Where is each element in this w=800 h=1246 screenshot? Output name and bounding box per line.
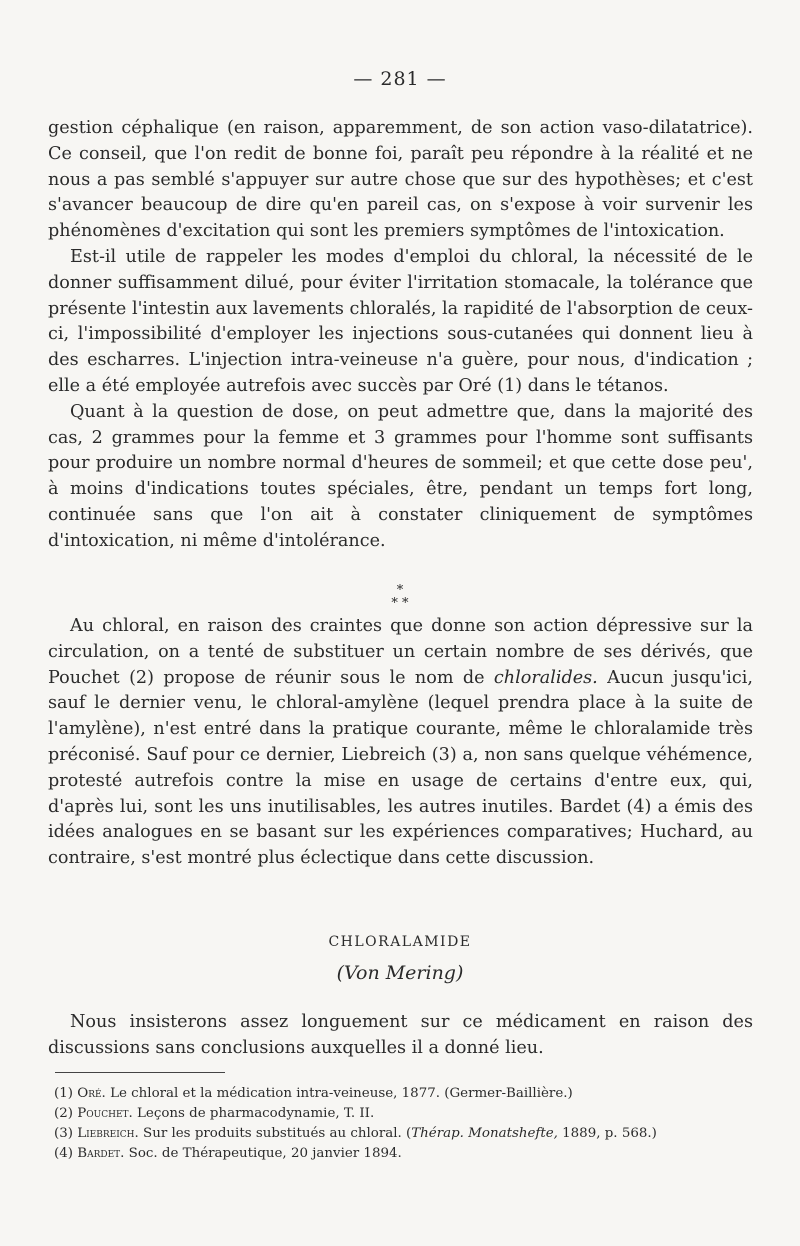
text-run: Aucun jusqu'ici, sauf le dernier venu, le chloral-amylène (lequel prendra place à la suite de l'amylène), n'est entré dans la pratique courante, même le chloralamide très préconisé. Sauf pour ce dernier, Liebreich (3) a, non sans quelque véhémence, protesté autrefois contre la mise en usage de certains d'entre eux, qui, d'après lui, sont les uns inutilisables, les autres inutiles. Bardet (4) a émis des idées analogues en se basant sur les expériences comparatives; Huchard, au contraire, s'est montré plus éclectique dans cette discussion.	[48, 667, 753, 869]
footnote-author: Liebreich.	[77, 1126, 139, 1141]
section-separator-top: *	[396, 583, 404, 598]
footnote	[54, 1084, 754, 1104]
footnotes	[54, 1084, 754, 1164]
section-separator-bottom: * *	[391, 596, 409, 611]
footnote-text: 1889, p. 568.)	[557, 1126, 657, 1141]
footnote-author: Pouchet.	[77, 1106, 133, 1121]
paragraph: gestion céphalique (en raison, apparemment, de son action vaso-dilatatrice). Ce conseil, que l'on redit de bonne foi, paraît peu répondre à la réalité et ne nous a pas semblé s'appuyer sur autre chose que sur des hypothèses; et c'est s'avancer beaucoup de dire qu'en pareil cas, on s'expose à voir survenir les phénomènes d'excitation qui sont les premiers symptômes de l'intoxication.	[48, 118, 753, 242]
text-run: Au chloral, en raison des craintes que donne son action dépressive sur la circulation, on a tenté de substituer un certain nombre de ses dérivés, que Pouchet (2) propose de réunir sous le nom de	[48, 616, 753, 688]
paragraph: Est-il utile de rappeler les modes d'emploi du chloral, la nécessité de le donner suffisamment dilué, pour éviter l'irritation stomacale, la tolérance que présente l'intestin aux lavements chloralés, la rapidité de l'absorption de ceux-ci, l'impossibilité d'employer les injections sous-cutanées qui donnent lieu à des escharres. L'injection intra-veineuse n'a guère, pour nous, d'indication ; elle a été employée autrefois avec succès par Oré (1) dans le tétanos.	[48, 246, 753, 396]
footnote-author: Bardet.	[77, 1146, 125, 1161]
footnote	[54, 1124, 754, 1144]
footnote-number: (3)	[54, 1126, 78, 1141]
chloralides-section	[48, 614, 753, 872]
main-text	[48, 116, 753, 555]
footnote-number: (2)	[54, 1106, 78, 1121]
section-heading: CHLORALAMIDE	[328, 934, 472, 950]
footnote-journal: Thérap. Monatshefte,	[411, 1126, 558, 1141]
footnote-text: Leçons de pharmacodynamie, T. II.	[132, 1106, 375, 1121]
paragraph: Quant à la question de dose, on peut admettre que, dans la majorité des cas, 2 grammes pour la femme et 3 grammes pour l'homme sont suffisants pour produire un nombre normal d'heures de sommeil; et que cette dose peu', à moins d'indications toutes spéciales, être, pendant un temps fort long, continuée sans que l'on ait à constater cliniquement de symptômes d'intoxication, ni même d'intolérance.	[48, 401, 753, 551]
footnote-author: Oré.	[77, 1086, 106, 1101]
paragraph: Nous insisterons assez longuement sur ce médicament en raison des discussions sans conclusions auxquelles il a donné lieu.	[48, 1012, 753, 1058]
footnote	[54, 1104, 754, 1124]
page-number: — 281 —	[353, 68, 447, 90]
footnote	[54, 1144, 754, 1164]
paragraph	[48, 614, 753, 872]
chloralamide-intro	[48, 1010, 753, 1062]
section-subheading: (Von Mering)	[336, 962, 464, 984]
footnote-text: Soc. de Thérapeutique, 20 janvier 1894.	[124, 1146, 402, 1161]
italic-term: chloralides.	[493, 667, 598, 688]
footnote-rule	[55, 1072, 225, 1073]
footnote-number: (1)	[54, 1086, 78, 1101]
footnote-text: Sur les produits substitués au chloral. (	[138, 1126, 412, 1141]
footnote-number: (4)	[54, 1146, 78, 1161]
footnote-text: Le chloral et la médication intra-veineuse, 1877. (Germer-Baillière.)	[105, 1086, 573, 1101]
